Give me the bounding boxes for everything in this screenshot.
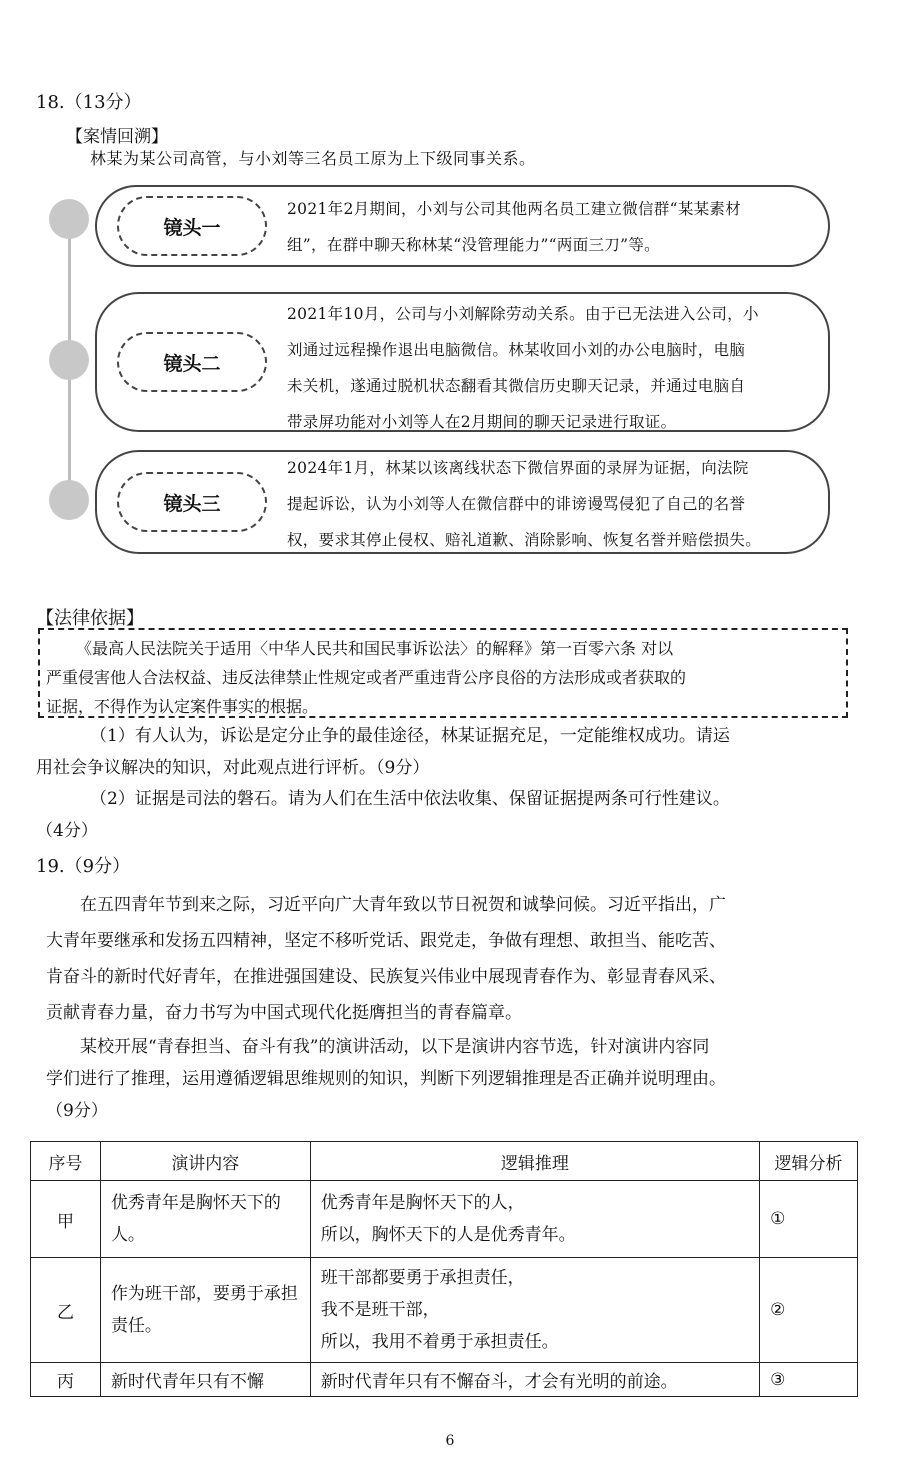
scene-3-text: 2024年1月，林某以该离线状态下微信界面的录屏为证据，向法院 提起诉讼，认为小刘等人在微信群中的诽谤谩骂侵犯了自己的名誉 权，要求其停止侵权、赔礼道歉、消除影响、恢复名誉并赔偿损失。 (287, 459, 762, 549)
case-review-heading: 【案情回溯】 (66, 127, 168, 147)
scene-1-card (95, 185, 830, 267)
table-row (31, 1363, 858, 1397)
scene-2-text: 2021年10月，公司与小刘解除劳动关系。由于已无法进入公司，小 刘通过远程操作退出电脑微信。林某收回小刘的办公电脑时，电脑 未关机，遂通过脱机状态翻看其微信历史聊天记录，并通过电脑自 带录屏功能对小刘等人在2月期间的聊天记录进行取证。 (287, 305, 759, 431)
sub-question-1: （1）有人认为，诉讼是定分止争的最佳途径，林某证据充足，一定能维权成功。请运 用社会争议解决的知识，对此观点进行评析。（9分） (36, 726, 730, 778)
question-18-title: 18.（13分） (36, 92, 142, 113)
scene-3-label: 镜头三 (117, 472, 267, 532)
scene-1-label: 镜头一 (117, 196, 267, 256)
legal-basis-box: 《最高人民法院关于适用〈中华人民共和国民事诉讼法〉的解释》第一百零六条 对以 严重侵害他人合法权益、违反法律禁止性规定或者严重违背公序良俗的方法形成或者获取的 证据，不得作为认定案件事实的根据。 (38, 628, 848, 718)
table-row (31, 1258, 858, 1363)
logic-table (30, 1141, 858, 1397)
row-number: 丙 (31, 1363, 101, 1397)
header-reasoning: 逻辑推理 (310, 1142, 759, 1181)
scene-1-text: 2021年2月期间，小刘与公司其他两名员工建立微信群“某某素材 组”，在群中聊天称林某“没管理能力”“两面三刀”等。 (287, 200, 742, 254)
scene-3-card (95, 450, 830, 554)
case-intro: 林某为某公司高管，与小刘等三名员工原为上下级同事关系。 (90, 149, 536, 168)
row-number: 乙 (31, 1258, 101, 1363)
row-speech: 新时代青年只有不懈 (100, 1363, 310, 1397)
table-row (31, 1181, 858, 1258)
scene-2-label: 镜头二 (117, 332, 267, 392)
question-19-title: 19.（9分） (36, 856, 131, 877)
row-analysis: ① (760, 1181, 858, 1258)
row-number: 甲 (31, 1181, 101, 1258)
page-number: 6 (445, 1433, 455, 1449)
row-analysis: ② (760, 1258, 858, 1363)
row-speech: 作为班干部，要勇于承担责任。 (100, 1258, 310, 1363)
row-speech: 优秀青年是胸怀天下的人。 (100, 1181, 310, 1258)
header-analysis: 逻辑分析 (760, 1142, 858, 1181)
header-speech: 演讲内容 (100, 1142, 310, 1181)
timeline-dot-1 (49, 199, 89, 239)
legal-basis-heading: 【法律依据】 (36, 608, 144, 629)
sub-question-2: （2）证据是司法的磐石。请为人们在生活中依法收集、保留证据提两条可行性建议。 （4分） (36, 789, 730, 841)
scene-2-card (95, 292, 830, 432)
timeline-dot-2 (49, 340, 89, 380)
row-reasoning: 新时代青年只有不懈奋斗，才会有光明的前途。 (310, 1363, 759, 1397)
q19-paragraph-1: 在五四青年节到来之际，习近平向广大青年致以节日祝贺和诚挚问候。习近平指出，广 大青年要继承和发扬五四精神，坚定不移听党话、跟党走，争做有理想、敢担当、能吃苦、 肯奋斗的新时代好青年，在推进强国建设、民族复兴伟业中展现青春作为、彰显青春风采、 贡献青春力量，奋力书写为中国式现代化挺膺担当的青春篇章。 (46, 895, 726, 1023)
q19-paragraph-2: 某校开展“青春担当、奋斗有我”的演讲活动，以下是演讲内容节选，针对演讲内容同 学们进行了推理，运用遵循逻辑思维规则的知识，判断下列逻辑推理是否正确并说明理由。 （9分） (46, 1037, 726, 1121)
table-header-row (31, 1142, 858, 1181)
row-analysis: ③ (760, 1363, 858, 1397)
timeline-dot-3 (49, 480, 89, 520)
row-reasoning: 班干部都要勇于承担责任， 我不是班干部， 所以，我用不着勇于承担责任。 (310, 1258, 759, 1363)
row-reasoning: 优秀青年是胸怀天下的人， 所以，胸怀天下的人是优秀青年。 (310, 1181, 759, 1258)
header-number: 序号 (31, 1142, 101, 1181)
